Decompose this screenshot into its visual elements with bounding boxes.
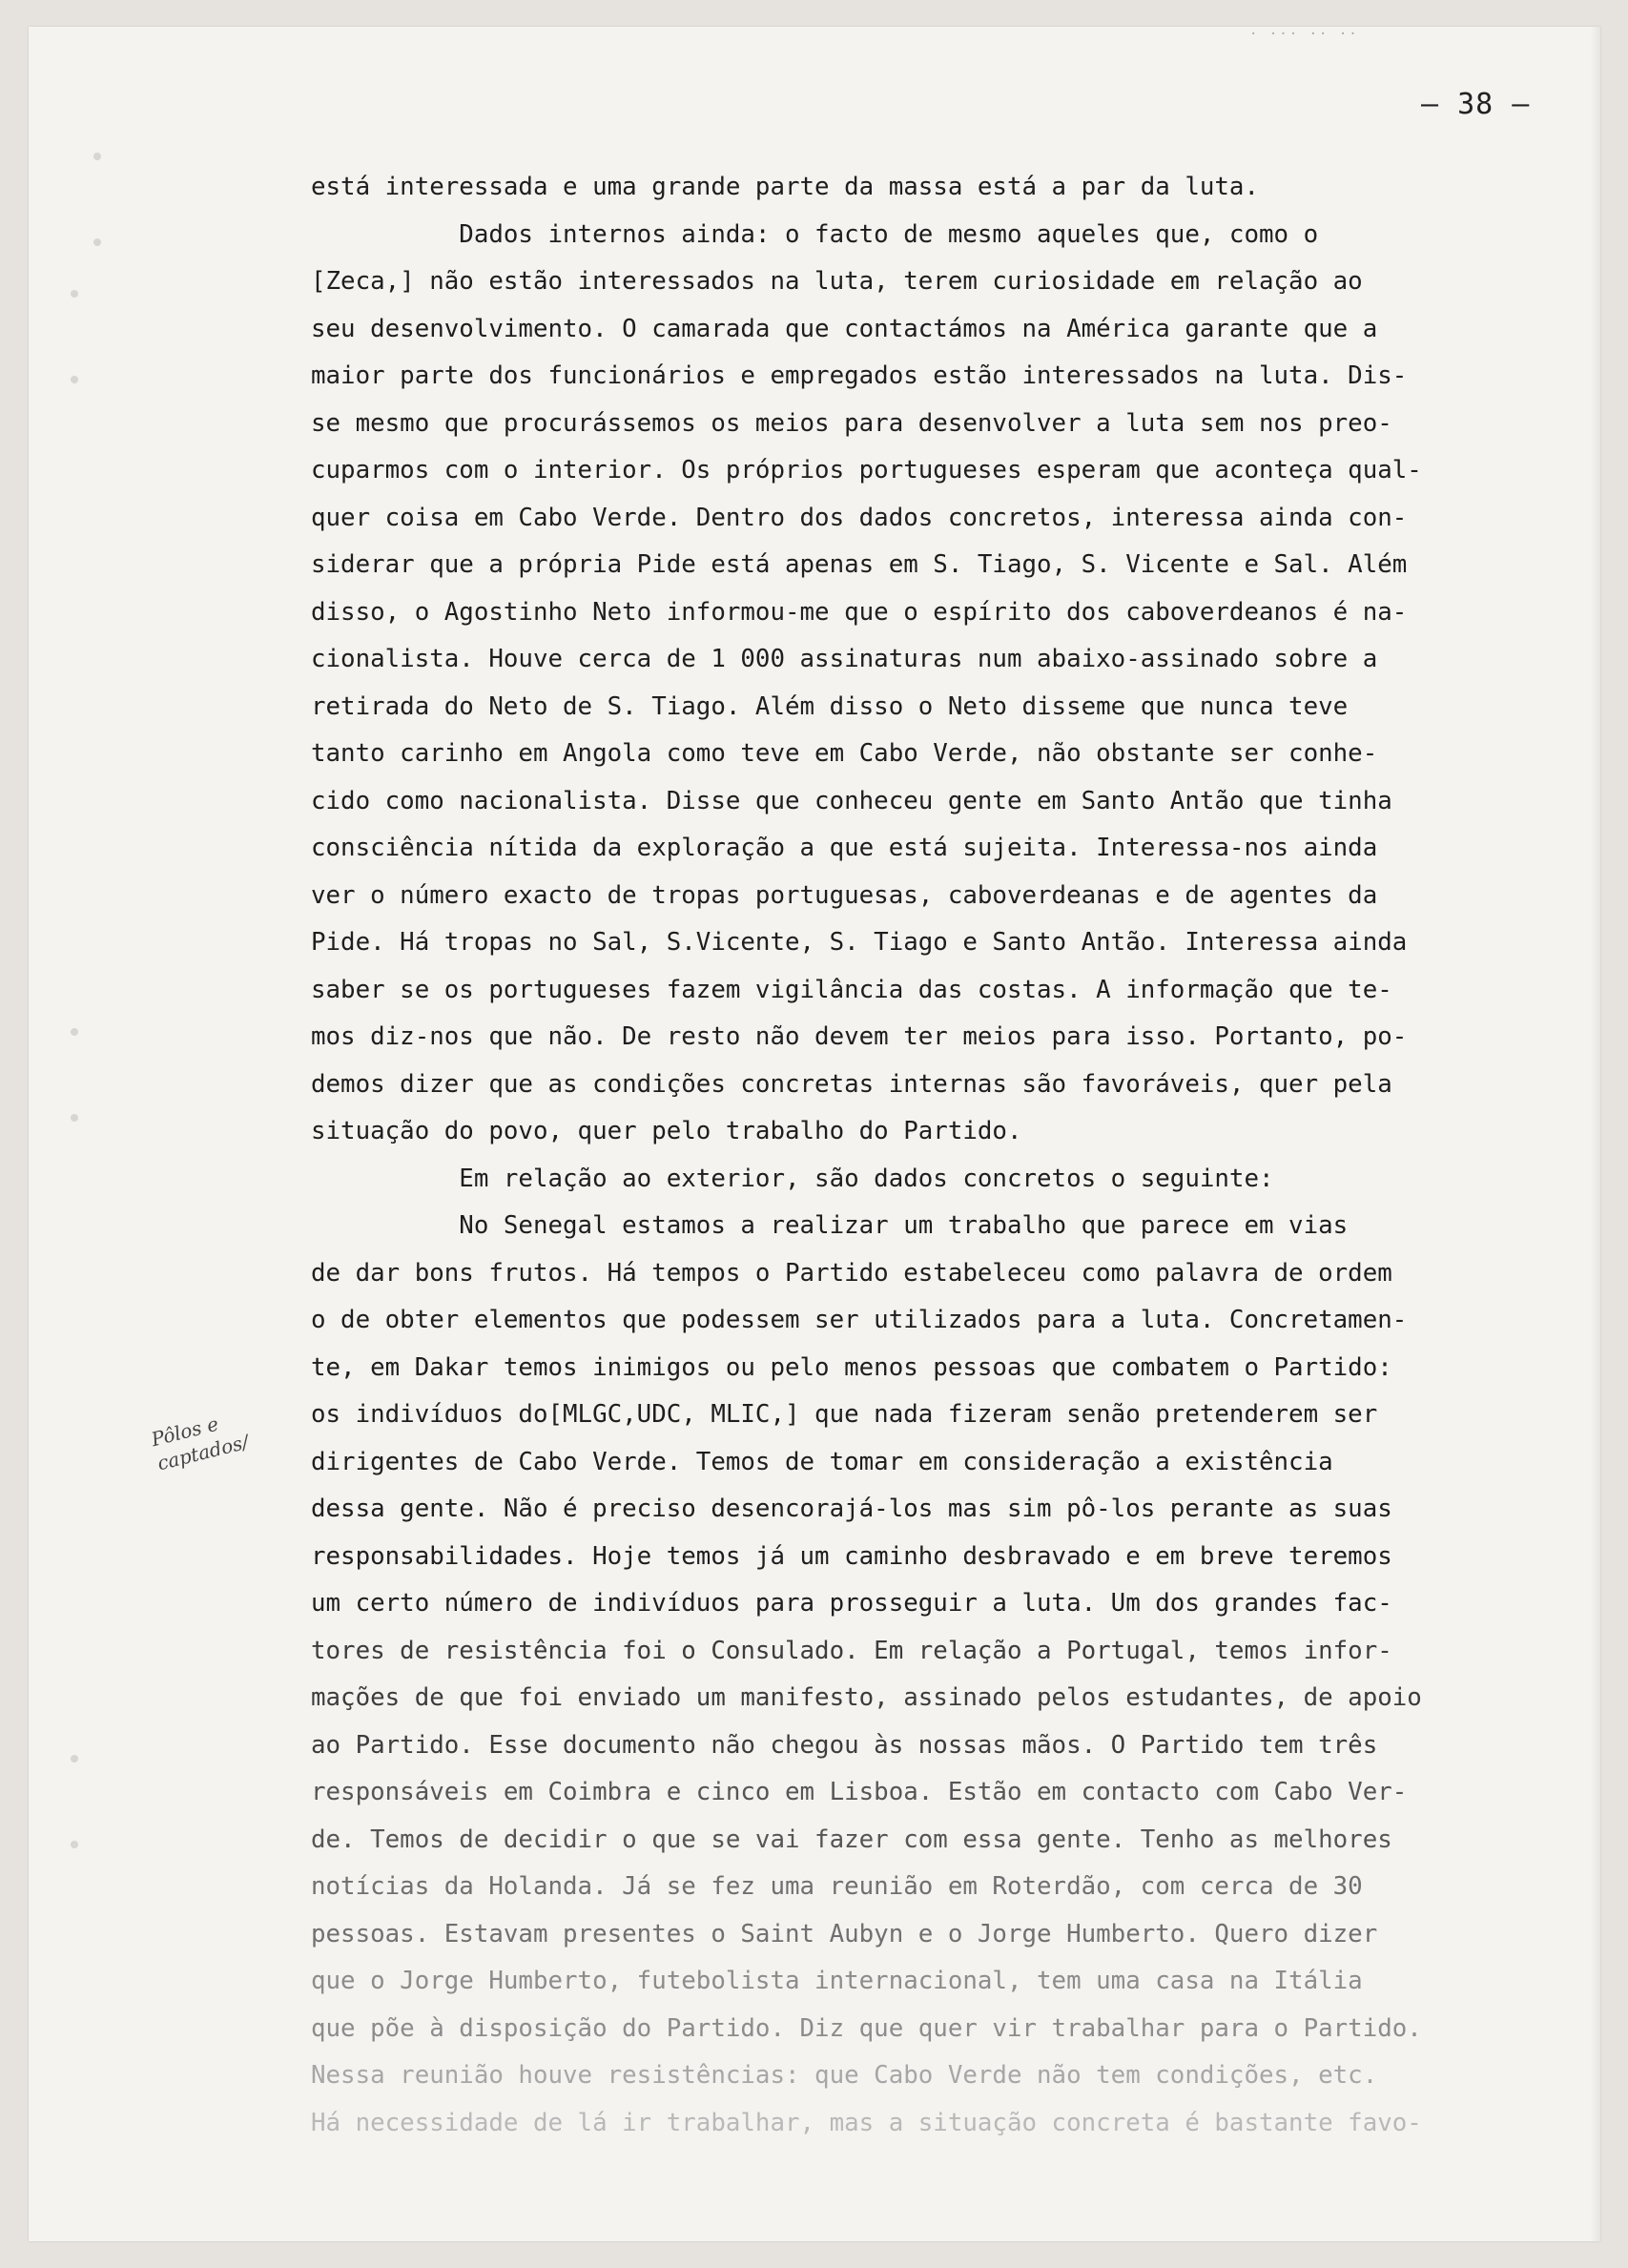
- text-line: mações de que foi enviado um manifesto, assinado pelos estudantes, de apoio: [311, 1683, 1422, 1712]
- text-line: que põe à disposição do Partido. Diz que quer vir trabalhar para o Partido.: [311, 2013, 1422, 2043]
- text-line: os indivíduos do[MLGC,UDC, MLIC,] que nada fizeram senão pretenderem ser: [311, 1400, 1378, 1429]
- punch-hole-mark: [93, 238, 101, 246]
- text-line: ao Partido. Esse documento não chegou às nossas mãos. O Partido tem três: [311, 1730, 1378, 1760]
- text-line: saber se os portugueses fazem vigilância das costas. A informação que te-: [311, 975, 1392, 1004]
- text-line: tanto carinho em Angola como teve em Cabo Verde, não obstante ser conhe-: [311, 739, 1378, 768]
- text-line: que o Jorge Humberto, futebolista internacional, tem uma casa na Itália: [311, 1967, 1363, 1995]
- text-line: cionalista. Houve cerca de 1 000 assinaturas num abaixo-assinado sobre a: [311, 645, 1378, 673]
- text-line: se mesmo que procurássemos os meios para desenvolver a luta sem nos preo-: [311, 408, 1392, 438]
- text-line: um certo número de indivíduos para prosseguir a luta. Um dos grandes fac-: [311, 1589, 1392, 1618]
- page-number: — 38 —: [1421, 88, 1531, 121]
- text-line: Nessa reunião houve resistências: que Cabo Verde não tem condições, etc.: [311, 2061, 1378, 2090]
- punch-hole-mark: [71, 1841, 78, 1848]
- text-line: Dados internos ainda: o facto de mesmo aqueles que, como o: [311, 219, 1319, 249]
- top-edge-smudge: · ··· ·· ··: [1249, 27, 1359, 42]
- text-line: dessa gente. Não é preciso desencorajá-los mas sim pô-los perante as suas: [311, 1495, 1392, 1523]
- text-line: Em relação ao exterior, são dados concretos o seguinte:: [311, 1164, 1274, 1193]
- punch-hole-mark: [71, 1755, 78, 1763]
- text-line: seu desenvolvimento. O camarada que contactámos na América garante que a: [311, 314, 1378, 343]
- text-line: demos dizer que as condições concretas internas são favoráveis, quer pela: [311, 1069, 1392, 1099]
- text-line: notícias da Holanda. Já se fez uma reunião em Roterdão, com cerca de 30: [311, 1872, 1363, 1901]
- page-edge-shadow: [1591, 27, 1600, 2241]
- text-line: disso, o Agostinho Neto informou-me que o espírito dos caboverdeanos é na-: [311, 597, 1408, 627]
- text-line: tores de resistência foi o Consulado. Em relação a Portugal, temos infor-: [311, 1636, 1392, 1665]
- handwritten-margin-note: Pôlos e captados/: [149, 1412, 252, 1475]
- text-line: pessoas. Estavam presentes o Saint Aubyn e o Jorge Humberto. Quero dizer: [311, 1919, 1378, 1948]
- text-line: cido como nacionalista. Disse que conheceu gente em Santo Antão que tinha: [311, 786, 1392, 815]
- text-line: quer coisa em Cabo Verde. Dentro dos dados concretos, interessa ainda con-: [311, 503, 1408, 532]
- text-line: [Zeca,] não estão interessados na luta, terem curiosidade em relação ao: [311, 267, 1363, 296]
- text-line: maior parte dos funcionários e empregados estão interessados na luta. Dis-: [311, 361, 1408, 390]
- text-line: retirada do Neto de S. Tiago. Além disso o Neto disseme que nunca teve: [311, 691, 1349, 721]
- text-line: Há necessidade de lá ir trabalhar, mas a situação concreta é bastante favo-: [311, 2108, 1422, 2137]
- punch-hole-mark: [71, 1028, 78, 1036]
- text-line: o de obter elementos que podessem ser utilizados para a luta. Concretamen-: [311, 1306, 1408, 1334]
- text-line: está interessada e uma grande parte da massa está a par da luta.: [311, 173, 1259, 201]
- text-line: Pide. Há tropas no Sal, S.Vicente, S. Tiago e Santo Antão. Interessa ainda: [311, 928, 1408, 957]
- text-line: de. Temos de decidir o que se vai fazer com essa gente. Tenho as melhores: [311, 1825, 1392, 1854]
- text-line: ver o número exacto de tropas portuguesas, caboverdeanas e de agentes da: [311, 880, 1378, 910]
- text-line: responsabilidades. Hoje temos já um caminho desbravado e em breve teremos: [311, 1541, 1392, 1571]
- text-line: cuparmos com o interior. Os próprios portugueses esperam que aconteça qual-: [311, 456, 1422, 485]
- punch-hole-mark: [93, 153, 101, 160]
- text-line: dirigentes de Cabo Verde. Temos de tomar em consideração a existência: [311, 1447, 1333, 1476]
- text-line: responsáveis em Coimbra e cinco em Lisboa. Estão em contacto com Cabo Ver-: [311, 1778, 1408, 1806]
- text-line: te, em Dakar temos inimigos ou pelo menos pessoas que combatem o Partido:: [311, 1352, 1392, 1382]
- text-line: mos diz-nos que não. De resto não devem ter meios para isso. Portanto, po-: [311, 1022, 1408, 1051]
- punch-hole-mark: [71, 1114, 78, 1122]
- punch-hole-mark: [71, 376, 78, 383]
- text-line: siderar que a própria Pide está apenas em S. Tiago, S. Vicente e Sal. Além: [311, 550, 1408, 579]
- punch-hole-mark: [71, 290, 78, 298]
- text-line: situação do povo, quer pelo trabalho do Partido.: [311, 1117, 1022, 1145]
- text-line: de dar bons frutos. Há tempos o Partido estabeleceu como palavra de ordem: [311, 1258, 1392, 1288]
- text-line: consciência nítida da exploração a que está sujeita. Interessa-nos ainda: [311, 834, 1378, 862]
- text-line: No Senegal estamos a realizar um trabalho que parece em vias: [311, 1211, 1349, 1240]
